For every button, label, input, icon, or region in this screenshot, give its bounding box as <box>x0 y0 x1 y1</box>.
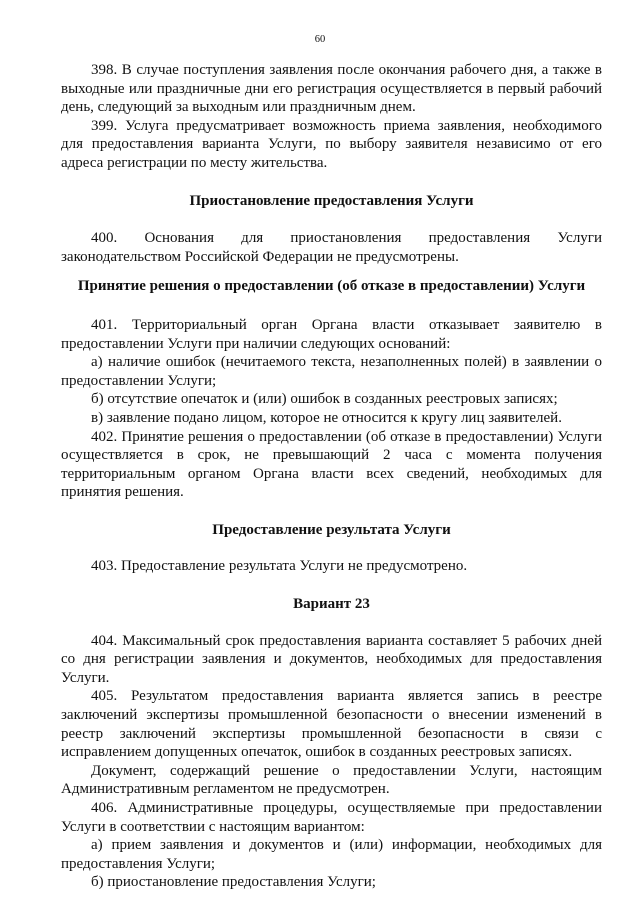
paragraph-402: 402. Принятие решения о предоставлении (об отказе в предоставлении) Услуги осуществляется в срок, не превышающий 2 часа с момента получения территориальным органом Органа власти всех сведений, необходимых для принятия решения. <box>61 428 602 501</box>
section-heading-suspension: Приостановление предоставления Услуги <box>189 192 474 209</box>
page-number: 60 <box>314 34 326 45</box>
section-heading-variant: Вариант 23 <box>293 596 370 613</box>
paragraph-406: 406. Административные процедуры, осуществляемые при предоставлении Услуги в соответствии с настоящим вариантом: <box>61 800 602 835</box>
paragraph-405: 405. Результатом предоставления варианта является запись в реестре заключений экспертизы промышленной безопасности о внесении изменений в реестр заключений экспертизы промышленной безопасности в связи с исправлением допущенных опечаток, ошибок в созданных реестровых записях. <box>61 688 602 761</box>
paragraph-405-document: Документ, содержащий решение о предоставлении Услуги, настоящим Административным регламентом не предусмотрен. <box>61 762 602 798</box>
list-item-401c: в) заявление подано лицом, которое не относится к кругу лиц заявителей. <box>91 409 562 426</box>
list-item-406b: б) приостановление предоставления Услуги; <box>91 874 376 891</box>
paragraph-401: 401. Территориальный орган Органа власти отказывает заявителю в предоставлении Услуги при наличии следующих оснований: <box>61 316 602 352</box>
paragraph-400: 400. Основания для приостановления предоставления Услуги законодательством Российской Федерации не предусмотрены. <box>61 230 602 265</box>
section-heading-result: Предоставление результата Услуги <box>212 521 451 538</box>
list-item-401a: а) наличие ошибок (нечитаемого текста, незаполненных полей) в заявлении о предоставлении Услуги; <box>61 354 602 389</box>
section-heading-decision: Принятие решения о предоставлении (об отказе в предоставлении) Услуги <box>77 278 586 295</box>
paragraph-403: 403. Предоставление результата Услуги не предусмотрено. <box>91 558 468 575</box>
paragraph-404: 404. Максимальный срок предоставления варианта составляет 5 рабочих дней со дня регистрации заявления и документов, необходимых для предоставления Услуги. <box>61 632 602 686</box>
page-body <box>61 61 602 892</box>
list-item-401b: б) отсутствие опечаток и (или) ошибок в созданных реестровых записях; <box>91 391 558 408</box>
paragraph-398: 398. В случае поступления заявления после окончания рабочего дня, а также в выходные или праздничные дни его регистрация осуществляется в первый рабочий день, следующий за выходным или праздничным днем. <box>61 62 602 116</box>
paragraph-399: 399. Услуга предусматривает возможность приема заявления, необходимого для предоставления варианта Услуги, по выбору заявителя независимо от его адреса регистрации по месту жительства. <box>61 117 602 171</box>
list-item-406a: а) прием заявления и документов и (или) информации, необходимых для предоставления Услуги; <box>61 837 602 872</box>
